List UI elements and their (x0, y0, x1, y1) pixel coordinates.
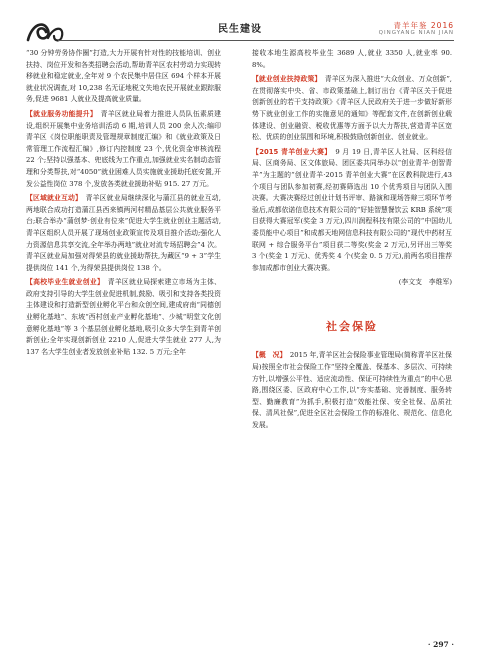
topic-tag: 【区域就业互动】 (26, 194, 79, 203)
paragraph (26, 277, 221, 358)
paragraph (252, 147, 452, 275)
section-title: 民生建设 (218, 24, 262, 35)
paragraph (26, 193, 221, 274)
topic-tag: 【高校毕业生就业创业】 (26, 278, 101, 287)
topic-tag: 【概 况】 (252, 351, 283, 360)
paragraph (252, 350, 452, 431)
left-column (26, 48, 221, 361)
yearbook-subtitle: QINGYANG NIAN JIAN (378, 30, 454, 36)
author-signature: (李文支 李维军) (398, 278, 452, 287)
paragraph-text: 青羊区就业局继续深化与蒲江县的就业互动,两地联合成功打造蒲江县西来镇两河村精品基层公共就业服务平台;联合举办“蒲创梦·创业有位来”促进大学生就业创业主题活动,青羊区组织人员开展了现场创业政策宣传及项目推介活动;强化人力资源信息共享交流,全年举办两地”就业对流专场招聘会”4 次。青羊区就业局加强对得荣县的就业援助帮扶,为藏区“9 + 3”学生提供岗位 141 个,为得荣县提供岗位 138 个。 (26, 194, 221, 272)
yearbook-title: 青羊年鉴 2016 (393, 21, 454, 30)
header-rule (58, 40, 454, 41)
paragraph-text: 9 月 19 日,青羊区人社局、区科经信局、区商务局、区文体旅局、团区委共同举办以“创业青羊·创智青羊”为主题的“创业青羊·2015 青羊创业大赛”在区教科院进行,43 个项目与团队参加初赛,经初赛筛选出 10 个优秀项目与团队入围决赛。大赛决赛经过创业计划书评审、路演和现场答辩三项环节考验后,成都依诺信息技术有限公司的“好娃智慧餐饮云 KRB 系统”项目获得大赛冠军(奖金 3 万元),四川润程科技有限公司的“中国幼儿委员能中心项目”和成都天地网信息科技有限公司的“现代中药材互联网 + 综合服务平台”项目获二等奖(奖金 2 万元),另评出三等奖 3 个(奖金 1 万元)、优秀奖 4 个(奖金 0. 5 万元),前两名项目推荐参加成都市创业大赛决赛。 (252, 147, 452, 272)
paragraph: 接收本地生源高校毕业生 3689 人,就业 3350 人,就业率 90. 8%。 (252, 49, 452, 69)
paragraph (252, 74, 452, 144)
paragraph-text: 青羊区为深入推进“大众创业、万众创新”,在贯彻落实中央、省、市政策基础上,制订出台《青羊区关于促进创新创业的若干支持政策》《青羊区人民政府关于进一步做好新形势下就业创业工作的实施意见的通知》等配套文件,在创新创业载体建设、创业融资、税收优惠等方面予以大力帮扶,营造青羊区宽松、优质的创业氛围和环境,积极鼓励创新创业、创业就业。 (252, 75, 452, 142)
topic-tag: 【就业创业扶持政策】 (252, 75, 318, 84)
paragraph (26, 109, 221, 190)
paragraph-text: 2015 年,青羊区社会保险事业管理局(简称青羊区社保局)按照全市社会保险工作“坚持全覆盖、保基本、多层次、可持续方针,以增强公平性、适应流动性、保证可持续性为重点”的中心思路,围绕区委、区政府中心工作,以“夯实基础、完善制度、服务转型、勤廉教育”为抓手,积极打造“效能社保、安全社保、品质社保、清风社保”,促进全区社会保险工作的标准化、规范化、信息化发展。 (252, 351, 452, 430)
topic-tag: 【就业服务功能提升】 (26, 109, 94, 118)
right-column (252, 48, 452, 435)
topic-tag: 【2015 青羊创业大赛】 (252, 147, 329, 156)
section-heading: 社会保险 (326, 319, 378, 333)
paragraph-text: 青羊区就业局探索建立市场为主体、政府支持引导的大学生创业促进机制,鼓励、吸引和支持各类投资主体建设和打造新型创业孵化平台和众创空间,建成府南“同德创业孵化基地”、东坡“西村创业产业孵化基地”、少城“明堂文化创意孵化基地”等 3 个基层创业孵化基地,吸引众多大学生到青羊创新创业;全年实现创新创业 2210 人,促进大学生就业 277 人,为 137 名大学生创业者发放创业补贴 132. 5 万元;全年 (26, 278, 221, 356)
page-number: · 297 · (427, 640, 454, 649)
paragraph-text: 青羊区就业局着力推进人员队伍素质建设,组织开展集中业务培训活动 6 期,培训人员 200 余人次;编印青羊区《岗位职能职责及管理规章制度汇编》和《就业政策及日常管理工作流程汇编》,修订内控制度 23 个,优化资金审核流程 22 个;坚持以强基本、兜底线为工作重点,加强就业实名制动态管理和分类帮扶,对“4050”就业困难人员实施就业援助托底安置,开发公益性岗位 378 个,发放各类就业援助补贴 915. 27 万元。 (26, 109, 221, 188)
paragraph: “30 分钟劳务协作圈”打造,大力开展有针对性的技能培训、创业扶持、岗位开发和各类招聘会活动,帮助青羊区农村劳动力实现转移就业和稳定就业,全年对 9 个农民集中居住区 694 个样本开展就业状况调查,对 10,238 名无证地税文失地农民开展就业跟踪服务,促进 9681 人就业及提高就业质量。 (26, 49, 221, 104)
